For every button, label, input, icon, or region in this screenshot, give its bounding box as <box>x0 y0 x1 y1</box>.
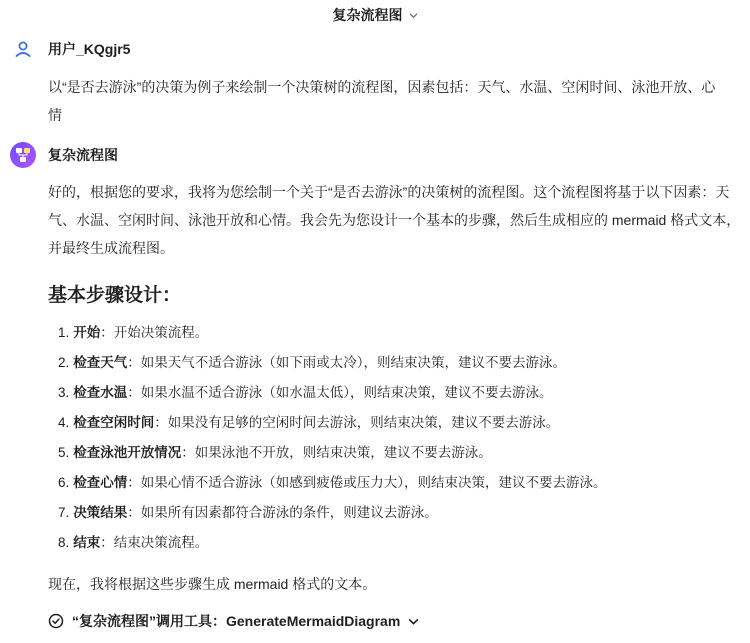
chat-header <box>0 0 750 30</box>
tool-call-label: “复杂流程图”调用工具：GenerateMermaidDiagram <box>72 613 401 629</box>
chevron-down-icon <box>408 616 419 627</box>
list-item: 4. 检查空闲时间：如果没有足够的空闲时间去游泳，则结束决策，建议不要去游泳。 <box>58 415 560 430</box>
bot-avatar <box>10 142 36 168</box>
closing-text: 现在，我将根据这些步骤生成 mermaid 格式的文本。 <box>48 576 377 592</box>
user-avatar <box>10 36 36 62</box>
bot-intro-text: 好的，根据您的要求，我将为您绘制一个关于“是否去游泳”的决策树的流程图。这个流程图将基于以下因素：天气、水温、空闲时间、泳池开放和心情。我会先为您设计一个基本的步骤，然后生成相应的 mermaid 格式文本，并最终生成流程图。 <box>48 184 741 256</box>
list-item: 5. 检查泳池开放情况：如果泳池不开放，则结束决策，建议不要去游泳。 <box>58 445 492 460</box>
user-icon <box>13 39 33 59</box>
user-message-header <box>10 36 130 62</box>
flowchart-icon <box>14 146 32 164</box>
section-title: 基本步骤设计： <box>48 285 182 306</box>
user-message-line: 情 <box>48 107 62 123</box>
bot-selector[interactable] <box>333 5 418 25</box>
user-name: 用户_KQgjr5 <box>48 41 131 57</box>
tool-call-toggle[interactable] <box>48 611 419 631</box>
bot-message-header <box>10 142 118 168</box>
header-title: 复杂流程图 <box>332 7 403 23</box>
chevron-down-icon <box>409 11 418 20</box>
user-message-line: 以“是否去游泳”的决策为例子来绘制一个决策树的流程图，因素包括：天气、水温、空闲时间、泳池开放、心 <box>48 79 716 95</box>
list-item: 7. 决策结果：如果所有因素都符合游泳的条件，则建议去游泳。 <box>58 505 438 520</box>
user-message-text <box>48 73 750 129</box>
list-item: 3. 检查水温：如果水温不适合游泳（如水温太低），则结束决策，建议不要去游泳。 <box>58 385 553 400</box>
list-item: 6. 检查心情：如果心情不适合游泳（如感到疲倦或压力大），则结束决策，建议不要去游泳。 <box>58 475 607 490</box>
list-item: 8. 结束：结束决策流程。 <box>58 535 209 550</box>
bot-name: 复杂流程图 <box>48 147 118 163</box>
list-item: 1. 开始：开始决策流程。 <box>58 325 209 340</box>
list-item: 2. 检查天气：如果天气不适合游泳（如下雨或太冷），则结束决策，建议不要去游泳。 <box>58 355 567 370</box>
check-circle-icon <box>48 613 64 629</box>
steps-list <box>58 318 607 558</box>
